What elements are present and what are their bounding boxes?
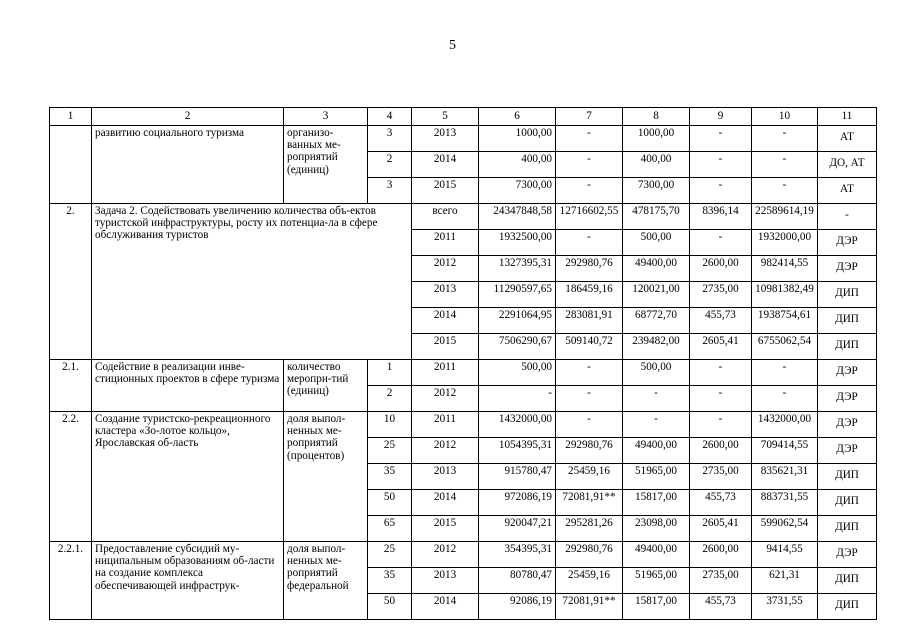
amount-col10: - (752, 178, 818, 204)
amount-col7: - (556, 360, 623, 386)
total-amount: 915780,47 (479, 464, 556, 490)
row-number: 2.1. (50, 360, 92, 412)
total-amount: 7506290,67 (479, 334, 556, 360)
row-indicator: организо-ванных ме-роприятий (единиц) (284, 126, 368, 204)
executor-code: ДЭР (818, 360, 877, 386)
column-header: 8 (623, 108, 690, 126)
amount-col8: 500,00 (623, 360, 690, 386)
header-row (50, 108, 877, 126)
amount-col7: - (556, 152, 623, 178)
amount-col10: 621,31 (752, 568, 818, 594)
executor-code: ДЭР (818, 230, 877, 256)
amount-col7: 292980,76 (556, 542, 623, 568)
amount-col8: 15817,00 (623, 490, 690, 516)
year-cell: 2013 (412, 464, 479, 490)
amount-col7: 292980,76 (556, 438, 623, 464)
year-cell: 2013 (412, 568, 479, 594)
column-header: 10 (752, 108, 818, 126)
row-number: 2.2.1. (50, 542, 92, 620)
year-cell: 2014 (412, 594, 479, 620)
amount-col10: - (752, 360, 818, 386)
table-row (50, 412, 877, 438)
row-indicator: доля выпол-ненных ме-роприятий (процентов) (284, 412, 368, 542)
amount-col8: 500,00 (623, 230, 690, 256)
executor-code: ДИП (818, 334, 877, 360)
table-row (50, 204, 877, 230)
executor-code: ДИП (818, 516, 877, 542)
indicator-value: 65 (368, 516, 412, 542)
total-amount: 7300,00 (479, 178, 556, 204)
total-amount: 1000,00 (479, 126, 556, 152)
row-number (50, 126, 92, 204)
amount-col10: 835621,31 (752, 464, 818, 490)
indicator-value: 3 (368, 178, 412, 204)
executor-code: ДЭР (818, 256, 877, 282)
year-cell: 2014 (412, 490, 479, 516)
amount-col10: 10981382,49 (752, 282, 818, 308)
amount-col7: 12716602,55 (556, 204, 623, 230)
amount-col8: - (623, 386, 690, 412)
amount-col7: - (556, 178, 623, 204)
total-amount: 1054395,31 (479, 438, 556, 464)
executor-code: АТ (818, 178, 877, 204)
indicator-value: 10 (368, 412, 412, 438)
total-amount: 400,00 (479, 152, 556, 178)
year-cell: 2013 (412, 282, 479, 308)
amount-col9: 455,73 (690, 490, 752, 516)
executor-code: ДЭР (818, 412, 877, 438)
amount-col9: 2605,41 (690, 516, 752, 542)
amount-col9: 2600,00 (690, 542, 752, 568)
amount-col7: 295281,26 (556, 516, 623, 542)
amount-col8: 49400,00 (623, 542, 690, 568)
total-amount: 972086,19 (479, 490, 556, 516)
amount-col9: 2605,41 (690, 334, 752, 360)
row-number: 2.2. (50, 412, 92, 542)
executor-code: АТ (818, 126, 877, 152)
amount-col9: 455,73 (690, 308, 752, 334)
total-amount: 1327395,31 (479, 256, 556, 282)
amount-col7: - (556, 126, 623, 152)
amount-col9: - (690, 360, 752, 386)
total-amount: 92086,19 (479, 594, 556, 620)
amount-col7: 25459,16 (556, 464, 623, 490)
executor-code: ДИП (818, 568, 877, 594)
year-cell: 2015 (412, 178, 479, 204)
year-cell: 2013 (412, 126, 479, 152)
amount-col9: - (690, 386, 752, 412)
amount-col9: 2735,00 (690, 568, 752, 594)
amount-col10: 1932000,00 (752, 230, 818, 256)
total-amount: 354395,31 (479, 542, 556, 568)
executor-code: - (818, 204, 877, 230)
total-amount: - (479, 386, 556, 412)
amount-col10: 883731,55 (752, 490, 818, 516)
table-row (50, 126, 877, 152)
amount-col7: - (556, 386, 623, 412)
amount-col8: 49400,00 (623, 438, 690, 464)
total-amount: 500,00 (479, 360, 556, 386)
amount-col10: - (752, 152, 818, 178)
year-cell: 2012 (412, 386, 479, 412)
table-row (50, 542, 877, 568)
year-cell: 2014 (412, 152, 479, 178)
amount-col8: 239482,00 (623, 334, 690, 360)
indicator-value: 35 (368, 568, 412, 594)
year-cell: 2011 (412, 412, 479, 438)
row-number: 2. (50, 204, 92, 360)
amount-col7: - (556, 412, 623, 438)
amount-col9: 8396,14 (690, 204, 752, 230)
column-header: 1 (50, 108, 92, 126)
year-cell: 2011 (412, 230, 479, 256)
executor-code: ДИП (818, 282, 877, 308)
amount-col8: - (623, 412, 690, 438)
amount-col10: - (752, 386, 818, 412)
amount-col7: 509140,72 (556, 334, 623, 360)
indicator-value: 25 (368, 438, 412, 464)
executor-code: ДЭР (818, 542, 877, 568)
indicator-value: 35 (368, 464, 412, 490)
amount-col8: 400,00 (623, 152, 690, 178)
amount-col7: 25459,16 (556, 568, 623, 594)
year-cell: 2012 (412, 256, 479, 282)
column-header: 11 (818, 108, 877, 126)
row-indicator: доля выпол-ненных ме-роприятий федеральной (284, 542, 368, 620)
funding-table (49, 107, 877, 620)
amount-col9: - (690, 126, 752, 152)
amount-col10: 6755062,54 (752, 334, 818, 360)
row-title: Предоставление субсидий му-ниципальным образованиям об-ласти на создание комплекса обеспечивающей инфраструк- (92, 542, 284, 620)
amount-col9: - (690, 152, 752, 178)
executor-code: ДИП (818, 464, 877, 490)
amount-col9: 455,73 (690, 594, 752, 620)
column-header: 2 (92, 108, 284, 126)
amount-col9: - (690, 178, 752, 204)
row-title: Задача 2. Содействовать увеличению количества объ-ектов туристской инфраструктуры, росту их потенциа-ла в сфере обслуживания туристов (92, 204, 412, 360)
amount-col9: - (690, 230, 752, 256)
amount-col8: 23098,00 (623, 516, 690, 542)
total-amount: 2291064,95 (479, 308, 556, 334)
column-header: 7 (556, 108, 623, 126)
executor-code: ДИП (818, 594, 877, 620)
indicator-value: 2 (368, 386, 412, 412)
year-cell: 2014 (412, 308, 479, 334)
amount-col8: 51965,00 (623, 568, 690, 594)
amount-col8: 51965,00 (623, 464, 690, 490)
indicator-value: 3 (368, 126, 412, 152)
amount-col10: 1938754,61 (752, 308, 818, 334)
total-amount: 1432000,00 (479, 412, 556, 438)
column-header: 4 (368, 108, 412, 126)
amount-col9: 2600,00 (690, 438, 752, 464)
row-title: Создание туристско-рекреационного кластера «Зо-лотое кольцо», Ярославская об-ласть (92, 412, 284, 542)
amount-col10: 982414,55 (752, 256, 818, 282)
executor-code: ДЭР (818, 438, 877, 464)
amount-col8: 120021,00 (623, 282, 690, 308)
column-header: 5 (412, 108, 479, 126)
total-amount: 920047,21 (479, 516, 556, 542)
amount-col8: 1000,00 (623, 126, 690, 152)
amount-col7: 186459,16 (556, 282, 623, 308)
executor-code: ДИП (818, 490, 877, 516)
table-row (50, 360, 877, 386)
column-header: 6 (479, 108, 556, 126)
amount-col9: 2735,00 (690, 464, 752, 490)
indicator-value: 2 (368, 152, 412, 178)
executor-code: ДО, АТ (818, 152, 877, 178)
year-cell: 2015 (412, 516, 479, 542)
amount-col10: 599062,54 (752, 516, 818, 542)
executor-code: ДИП (818, 308, 877, 334)
amount-col10: 3731,55 (752, 594, 818, 620)
amount-col8: 49400,00 (623, 256, 690, 282)
amount-col9: 2735,00 (690, 282, 752, 308)
total-amount: 80780,47 (479, 568, 556, 594)
executor-code: ДЭР (818, 386, 877, 412)
amount-col7: 292980,76 (556, 256, 623, 282)
year-cell: всего (412, 204, 479, 230)
row-title: развитию социального туризма (92, 126, 284, 204)
year-cell: 2012 (412, 438, 479, 464)
amount-col10: 709414,55 (752, 438, 818, 464)
amount-col8: 15817,00 (623, 594, 690, 620)
year-cell: 2011 (412, 360, 479, 386)
column-header: 3 (284, 108, 368, 126)
amount-col7: - (556, 230, 623, 256)
amount-col10: - (752, 126, 818, 152)
amount-col9: - (690, 412, 752, 438)
amount-col10: 1432000,00 (752, 412, 818, 438)
total-amount: 24347848,58 (479, 204, 556, 230)
amount-col8: 68772,70 (623, 308, 690, 334)
amount-col8: 7300,00 (623, 178, 690, 204)
amount-col9: 2600,00 (690, 256, 752, 282)
indicator-value: 1 (368, 360, 412, 386)
column-header: 9 (690, 108, 752, 126)
amount-col7: 72081,91** (556, 594, 623, 620)
row-title: Содействие в реализации инве-стиционных проектов в сфере туризма (92, 360, 284, 412)
indicator-value: 50 (368, 490, 412, 516)
total-amount: 1932500,00 (479, 230, 556, 256)
total-amount: 11290597,65 (479, 282, 556, 308)
row-indicator: количество меропри-тий (единиц) (284, 360, 368, 412)
indicator-value: 50 (368, 594, 412, 620)
indicator-value: 25 (368, 542, 412, 568)
year-cell: 2012 (412, 542, 479, 568)
year-cell: 2015 (412, 334, 479, 360)
amount-col10: 9414,55 (752, 542, 818, 568)
page-number: 5 (449, 38, 456, 53)
amount-col7: 72081,91** (556, 490, 623, 516)
amount-col8: 478175,70 (623, 204, 690, 230)
amount-col10: 22589614,19 (752, 204, 818, 230)
amount-col7: 283081,91 (556, 308, 623, 334)
